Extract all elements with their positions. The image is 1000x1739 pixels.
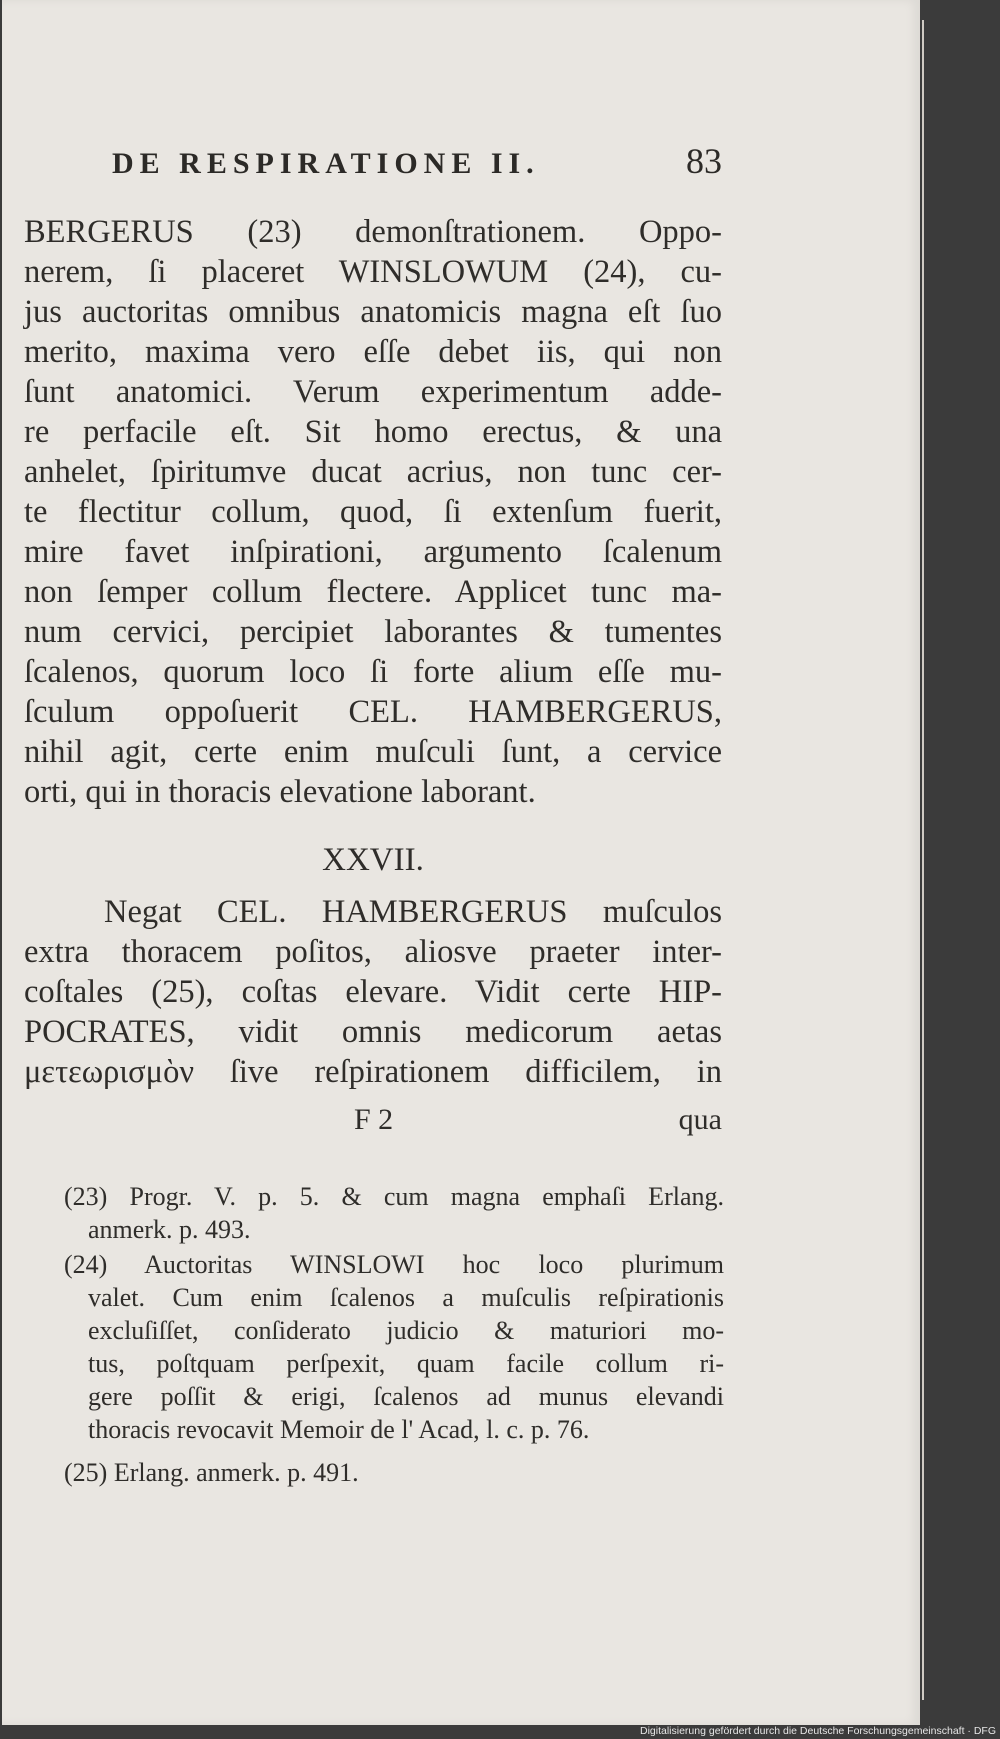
text-line: jus auctoritas omnibus anatomicis magna eſt ſuo: [24, 294, 722, 330]
text-line: orti, qui in thoracis elevatione laborant.: [24, 774, 536, 810]
footnote-line: (23) Progr. V. p. 5. & cum magna emphaſi Erlang.: [64, 1182, 724, 1211]
footnote-line: excluſiſſet, conſiderato judicio & maturiori mo-: [88, 1316, 724, 1345]
text-line: mire favet inſpirationi, argumento ſcalenum: [24, 534, 722, 570]
text-line: ſcalenos, quorum loco ſi forte alium eſſe mu-: [24, 654, 722, 690]
text-line: coſtales (25), coſtas elevare. Vidit certe HIP-: [24, 974, 722, 1010]
text-line: re perfacile eſt. Sit homo erectus, & una: [24, 414, 722, 450]
footnotes: [64, 1180, 724, 1491]
footnote-25: [64, 1456, 724, 1489]
paragraph-1: [24, 212, 722, 812]
footnote-line: (24) Auctoritas WINSLOWI hoc loco plurimum: [64, 1250, 724, 1279]
footnote-line: (25) Erlang. anmerk. p. 491.: [64, 1458, 359, 1487]
text-line: POCRATES, vidit omnis medicorum aetas: [24, 1014, 722, 1050]
text-line: nihil agit, certe enim muſculi ſunt, a cervice: [24, 734, 722, 770]
catchword: qua: [678, 1103, 722, 1136]
text-line: BERGERUS (23) demonſtrationem. Oppo-: [24, 214, 722, 250]
footnote-line: gere poſſit & erigi, ſcalenos ad munus elevandi: [88, 1382, 724, 1411]
book-page: [2, 0, 920, 1725]
text-line: μετεωρισμὸν ſive reſpirationem difficilem, in: [24, 1054, 722, 1090]
digitization-credit: Digitalisierung gefördert durch die Deutsche Forschungsgemeinschaft · DFG: [639, 1725, 996, 1737]
footnote-23: [64, 1180, 724, 1246]
paragraph-2: [24, 892, 722, 1092]
page-number: 83: [686, 141, 722, 181]
page-header: [112, 140, 722, 182]
text-line: Negat CEL. HAMBERGERUS muſculos: [104, 894, 722, 930]
text-line: ſunt anatomici. Verum experimentum adde-: [24, 374, 722, 410]
footnote-line: valet. Cum enim ſcalenos a muſculis reſpirationis: [88, 1283, 724, 1312]
footnote-24: [64, 1248, 724, 1446]
footnote-line: anmerk. p. 493.: [88, 1215, 251, 1244]
page-edge: [922, 20, 924, 1700]
text-line: extra thoracem poſitos, aliosve praeter inter-: [24, 934, 722, 970]
signature-mark: F 2: [354, 1103, 394, 1136]
text-line: anhelet, ſpiritumve ducat acrius, non tunc cer-: [24, 454, 722, 490]
text-line: non ſemper collum flectere. Applicet tunc ma-: [24, 574, 722, 610]
text-line: nerem, ſi placeret WINSLOWUM (24), cu-: [24, 254, 722, 290]
footnote-line: tus, poſtquam perſpexit, quam facile collum ri-: [88, 1349, 724, 1378]
section-heading: XXVII.: [322, 842, 424, 878]
text-line: num cervici, percipiet laborantes & tumentes: [24, 614, 722, 650]
text-line: te flectitur collum, quod, ſi extenſum fuerit,: [24, 494, 722, 530]
running-head: DE RESPIRATIONE II.: [112, 147, 540, 180]
text-line: ſculum oppoſuerit CEL. HAMBERGERUS,: [24, 694, 722, 730]
footnote-line: thoracis revocavit Memoir de l' Acad, l. c. p. 76.: [88, 1415, 590, 1444]
text-line: merito, maxima vero eſſe debet iis, qui non: [24, 334, 722, 370]
